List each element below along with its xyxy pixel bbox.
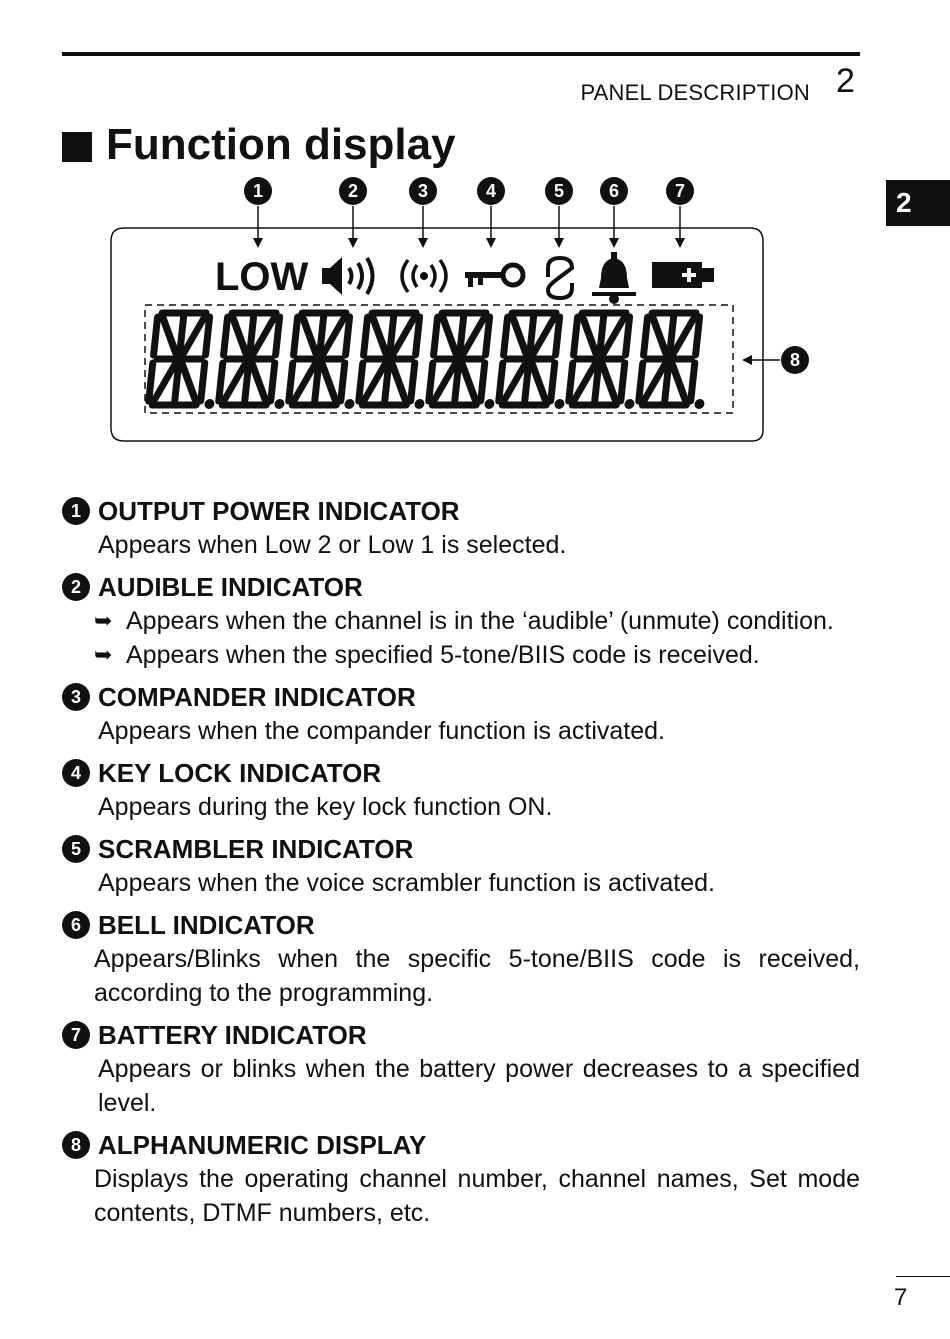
callout-3-label: 3 xyxy=(417,181,429,201)
digit-segment xyxy=(149,363,153,401)
decimal-point xyxy=(694,399,705,409)
digit-segment xyxy=(254,319,274,353)
segment-digit xyxy=(498,313,574,409)
digit-segment xyxy=(364,317,368,355)
digit-segment xyxy=(389,365,409,399)
digit-segment xyxy=(365,365,385,399)
decimal-point xyxy=(204,399,215,409)
digit-segment xyxy=(370,319,390,353)
digit-segment xyxy=(155,365,175,399)
callout-8 xyxy=(781,346,809,374)
bullet-item xyxy=(62,638,860,672)
callout-8-label: 8 xyxy=(789,350,801,370)
callout-7-label: 7 xyxy=(674,181,686,201)
digit-segment xyxy=(319,365,339,399)
bullet-item xyxy=(62,604,860,638)
segment-digit xyxy=(638,313,714,409)
digit-segment xyxy=(529,365,549,399)
digit-segment xyxy=(411,363,415,401)
list-item-scrambler xyxy=(62,832,860,900)
digit-segment xyxy=(289,363,293,401)
digit-segment xyxy=(639,363,643,401)
digit-segment xyxy=(621,363,625,401)
footer-rule xyxy=(896,1276,950,1277)
digit-segment xyxy=(394,319,414,353)
list-item-key-lock xyxy=(62,756,860,824)
arrow-bullet-icon: ➥ xyxy=(94,608,113,633)
item-number-badge: 8 xyxy=(62,1131,90,1159)
list-item-bell xyxy=(62,908,860,1010)
digit-segment xyxy=(551,363,555,401)
digit-segment xyxy=(201,363,205,401)
decimal-point xyxy=(344,399,355,409)
callout-4-label: 4 xyxy=(485,181,497,201)
digit-segment xyxy=(184,319,204,353)
key-icon xyxy=(465,265,523,287)
digit-segment xyxy=(481,363,485,401)
digit-segment xyxy=(294,317,298,355)
digit-segment xyxy=(574,317,578,355)
callout-1-label: 1 xyxy=(252,181,264,201)
digit-segment xyxy=(599,365,619,399)
item-number-badge: 4 xyxy=(62,759,90,787)
scrambler-icon xyxy=(548,258,572,298)
running-header: PANEL DESCRIPTION xyxy=(580,80,810,105)
item-title: BATTERY INDICATOR xyxy=(98,1020,367,1050)
function-display-diagram xyxy=(0,0,950,470)
digit-segment xyxy=(510,319,530,353)
digit-segment xyxy=(575,365,595,399)
decimal-point xyxy=(274,399,285,409)
digit-segment xyxy=(179,365,199,399)
digit-segment xyxy=(224,317,228,355)
segment-digit xyxy=(288,313,364,409)
compander-icon xyxy=(402,260,446,292)
digit-segment xyxy=(324,319,344,353)
list-item-battery xyxy=(62,1018,860,1120)
digit-segment xyxy=(580,319,600,353)
digit-segment xyxy=(644,317,648,355)
digit-segment xyxy=(346,317,350,355)
segment-digit xyxy=(428,313,504,409)
callout-1 xyxy=(244,177,272,205)
item-title: ALPHANUMERIC DISPLAY xyxy=(98,1130,427,1160)
item-title: COMPANDER INDICATOR xyxy=(98,682,416,712)
callout-6-label: 6 xyxy=(608,181,620,201)
item-title: OUTPUT POWER INDICATOR xyxy=(98,496,460,526)
digit-segment xyxy=(295,365,315,399)
item-number-badge: 5 xyxy=(62,835,90,863)
item-description: Appears when the compander function is activated. xyxy=(98,717,666,745)
digit-segment xyxy=(669,365,689,399)
digit-segment xyxy=(459,365,479,399)
digit-segment xyxy=(429,363,433,401)
speaker-icon xyxy=(322,257,373,295)
digit-segment xyxy=(341,363,345,401)
item-description: Displays the operating channel number, channel names, Set mode contents, DTMF numbers, etc. xyxy=(94,1165,860,1227)
digit-segment xyxy=(569,363,573,401)
digit-segment xyxy=(249,365,269,399)
digit-segment xyxy=(160,319,180,353)
digit-segment xyxy=(230,319,250,353)
digit-segment xyxy=(416,317,420,355)
callout-6 xyxy=(600,177,628,205)
decimal-point xyxy=(554,399,565,409)
item-title: SCRAMBLER INDICATOR xyxy=(98,834,414,864)
digit-segment xyxy=(556,317,560,355)
section-tab-label: 2 xyxy=(896,187,912,218)
digit-segment xyxy=(691,363,695,401)
item-number-badge: 3 xyxy=(62,683,90,711)
item-number-badge: 7 xyxy=(62,1021,90,1049)
digit-segment xyxy=(534,319,554,353)
digit-segment xyxy=(464,319,484,353)
item-number-badge: 2 xyxy=(62,573,90,601)
digit-segment xyxy=(219,363,223,401)
digit-segment xyxy=(626,317,630,355)
callout-4 xyxy=(477,177,505,205)
digit-segment xyxy=(645,365,665,399)
digit-segment xyxy=(440,319,460,353)
callout-7 xyxy=(666,177,694,205)
bell-icon xyxy=(592,252,636,304)
digit-segment xyxy=(604,319,624,353)
digit-segment xyxy=(505,365,525,399)
item-number-badge: 6 xyxy=(62,911,90,939)
segment-digit xyxy=(148,313,224,409)
digit-segment xyxy=(650,319,670,353)
digit-segment xyxy=(434,317,438,355)
page-number: 7 xyxy=(894,1284,908,1311)
callout-2 xyxy=(339,177,367,205)
item-description: Appears or blinks when the battery power decreases to a specified level. xyxy=(98,1055,860,1117)
digit-segment xyxy=(504,317,508,355)
digit-segment xyxy=(696,317,700,355)
item-description: Appears/Blinks when the specific 5-tone/BIIS code is received, according to the programming. xyxy=(94,945,860,1007)
indicator-list xyxy=(62,494,860,1238)
digit-segment xyxy=(674,319,694,353)
low-indicator-text: LOW xyxy=(215,255,309,299)
decimal-point xyxy=(484,399,495,409)
bullet-text: Appears when the channel is in the ‘audible’ (unmute) condition. xyxy=(126,607,834,635)
segment-digit xyxy=(568,313,644,409)
item-description: Appears during the key lock function ON. xyxy=(98,793,553,821)
list-item-audible xyxy=(62,570,860,672)
digit-segment xyxy=(359,363,363,401)
segment-digit xyxy=(218,313,294,409)
item-title: KEY LOCK INDICATOR xyxy=(98,758,382,788)
chapter-number: 2 xyxy=(836,62,855,100)
bullet-text: Appears when the specified 5-tone/BIIS code is received. xyxy=(126,641,760,669)
item-description: Appears when Low 2 or Low 1 is selected. xyxy=(98,531,567,559)
digit-segment xyxy=(486,317,490,355)
list-item-alphanumeric xyxy=(62,1128,860,1230)
battery-icon xyxy=(652,262,714,288)
digit-segment xyxy=(435,365,455,399)
digit-segment xyxy=(206,317,210,355)
decimal-point xyxy=(624,399,635,409)
list-item-compander xyxy=(62,680,860,748)
alphanumeric-digits xyxy=(148,313,714,409)
digit-segment xyxy=(276,317,280,355)
arrow-bullet-icon: ➥ xyxy=(94,642,113,667)
callout-3 xyxy=(409,177,437,205)
digit-segment xyxy=(225,365,245,399)
segment-digit xyxy=(358,313,434,409)
item-number-badge: 1 xyxy=(62,497,90,525)
digit-segment xyxy=(154,317,158,355)
item-title: AUDIBLE INDICATOR xyxy=(98,572,363,602)
callout-5-label: 5 xyxy=(553,181,565,201)
digit-segment xyxy=(271,363,275,401)
callout-5 xyxy=(545,177,573,205)
callout-2-label: 2 xyxy=(347,181,359,201)
list-item-output-power xyxy=(62,494,860,562)
item-title: BELL INDICATOR xyxy=(98,910,315,940)
digit-segment xyxy=(300,319,320,353)
page-title-text: Function display xyxy=(106,120,456,169)
digit-segment xyxy=(499,363,503,401)
item-description: Appears when the voice scrambler function is activated. xyxy=(98,869,715,897)
decimal-point xyxy=(414,399,425,409)
